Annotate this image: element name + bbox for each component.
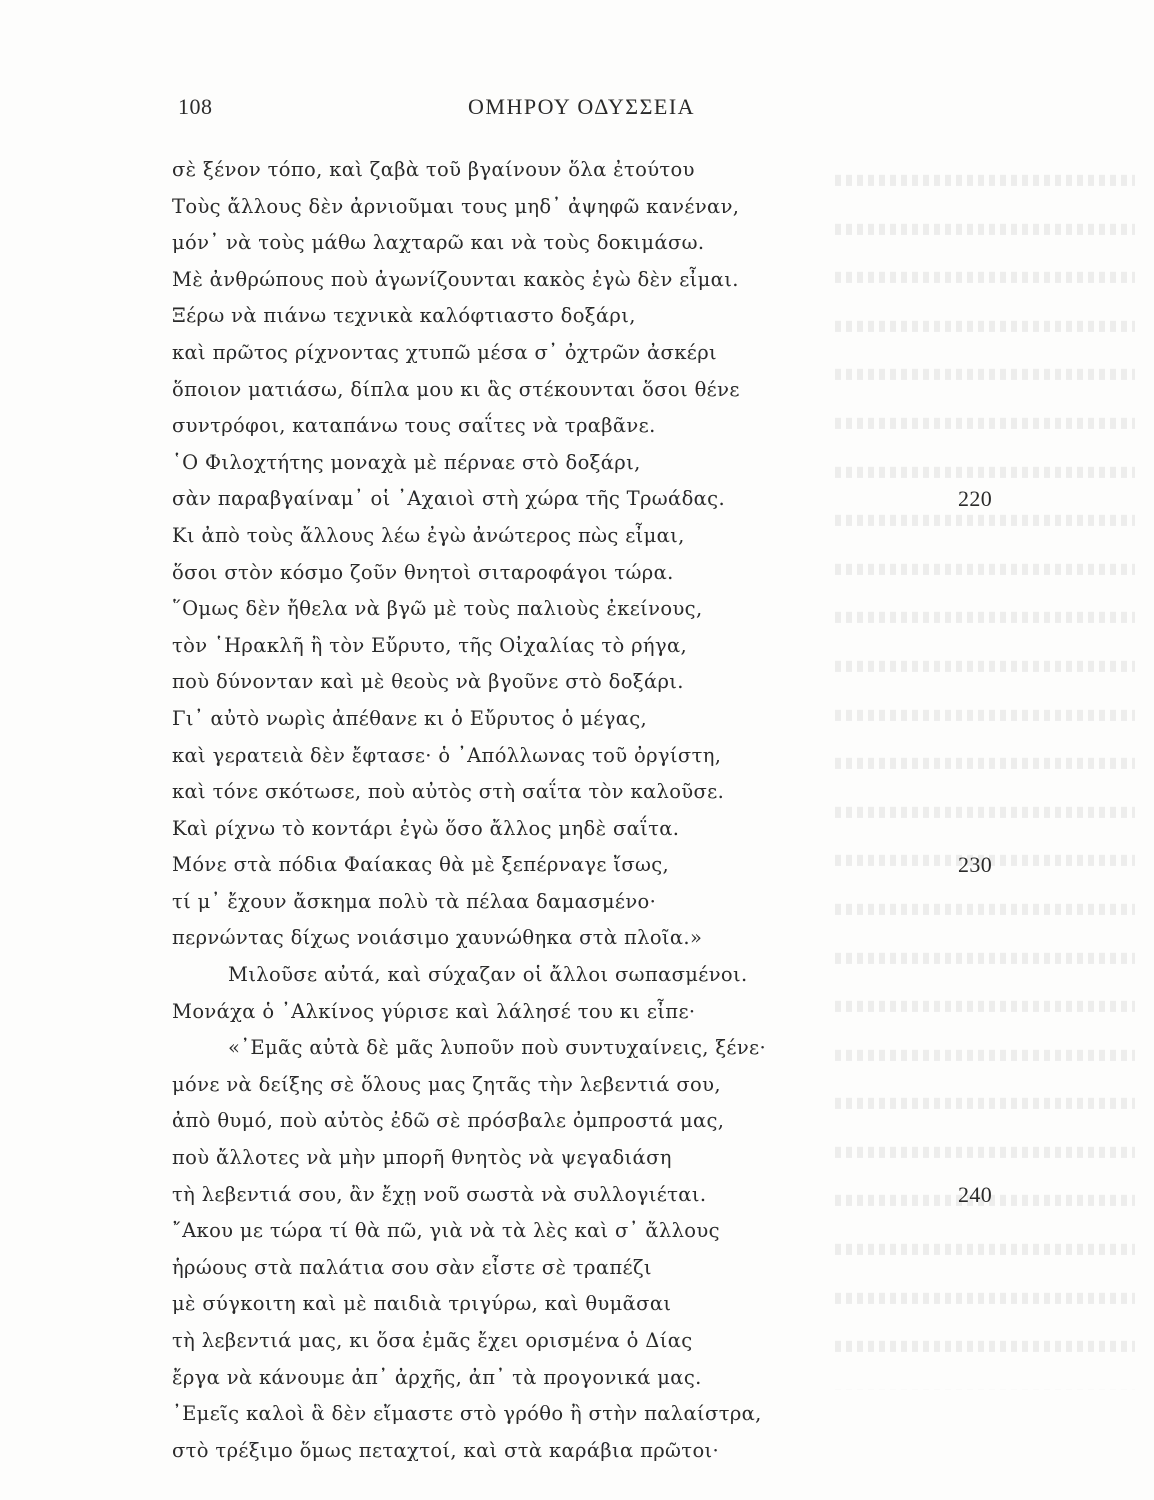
verse-line: [172, 262, 1052, 299]
verse-text: καὶ γερατειὰ δὲν ἔφτασε· ὁ ᾽Απόλλωνας τοῦ ὀργίστη,: [172, 743, 722, 767]
running-title: ΟΜΗΡΟΥ ΟΔΥΣΣΕΙΑ: [468, 94, 696, 119]
verse-text: περνώντας δίχως νοιάσιμο χαυνώθηκα στὰ πλοῖα.»: [172, 926, 703, 950]
verse-text: Τοὺς ἄλλους δὲν ἀρνιοῦμαι τους μηδ᾽ ἀψηφῶ κανέναν,: [172, 194, 740, 218]
verse-line: [172, 738, 1052, 775]
verse-text: Ξέρω νὰ πιάνω τεχνικὰ καλόφτιαστο δοξάρι,: [172, 304, 636, 328]
verse-text: ἡρώους στὰ παλάτια σου σὰν εἶστε σὲ τραπέζι: [172, 1255, 652, 1279]
verse-text: ἔργα νὰ κάνουμε ἀπ᾽ ἀρχῆς, ἀπ᾽ τὰ προγονικά μας.: [172, 1365, 702, 1389]
verse-line: [172, 701, 1052, 738]
verse-text: Γι᾽ αὐτὸ νωρὶς ἀπέθανε κι ὁ Εὔρυτος ὁ μέγας,: [172, 706, 648, 730]
verse-line: [172, 591, 1052, 628]
verse-line: [172, 335, 1052, 372]
verse-text: καὶ πρῶτος ρίχνοντας χτυπῶ μέσα σ᾽ ὀχτρῶν ἀσκέρι: [172, 340, 718, 364]
line-number: 220: [958, 486, 993, 512]
verse-line: [172, 1396, 1052, 1433]
verse-line: [172, 884, 1052, 921]
verse-line: [172, 1140, 1052, 1177]
verse-line: [172, 1103, 1052, 1140]
line-number: 240: [958, 1181, 993, 1207]
verse-text: καὶ τόνε σκότωσε, ποὺ αὐτὸς στὴ σαΐτα τὸν καλοῦσε.: [172, 780, 725, 804]
verse-line: [172, 774, 1052, 811]
verse-line: [172, 664, 1052, 701]
verse-text: Μονάχα ὁ ᾽Αλκίνος γύρισε καὶ λάλησέ του κι εἶπε·: [172, 999, 696, 1023]
verse-line: [172, 225, 1052, 262]
verse-text: μόν᾽ νὰ τοὺς μάθω λαχταρῶ και νὰ τοὺς δοκιμάσω.: [172, 231, 705, 255]
verse-text: ᾽Εμεῖς καλοὶ ἃ δὲν εἴμαστε στὸ γρόθο ἢ στὴν παλαίστρα,: [172, 1402, 762, 1426]
verse-text: στὸ τρέξιμο ὅμως πεταχτοί, καὶ στὰ καράβια πρῶτοι·: [172, 1438, 720, 1462]
verse-line: [172, 811, 1052, 848]
verse-text: ὅποιον ματιάσω, δίπλα μου κι ἃς στέκουνται ὅσοι θένε: [172, 377, 740, 401]
verse-line: [172, 1177, 1052, 1214]
verse-text: ποὺ ἄλλοτες νὰ μὴν μπορῆ θνητὸς νὰ ψεγαδιάση: [172, 1146, 672, 1170]
verse-text: Καὶ ρίχνω τὸ κοντάρι ἐγὼ ὅσο ἄλλος μηδὲ σαΐτα.: [172, 816, 680, 840]
verse-line: [172, 1360, 1052, 1397]
verse-line: [172, 518, 1052, 555]
verse-line: [172, 994, 1052, 1031]
verse-line: [172, 408, 1052, 445]
verse-line: [172, 1250, 1052, 1287]
verse-text: τὴ λεβεντιά μας, κι ὅσα ἐμᾶς ἔχει ορισμένα ὁ Δίας: [172, 1329, 693, 1352]
verse-line: [172, 1433, 1052, 1470]
verse-text: Κι ἀπὸ τοὺς ἄλλους λέω ἐγὼ ἀνώτερος πὼς εἶμαι,: [172, 523, 685, 547]
verse-text: σὰν παραβγαίναμ᾽ οἱ ᾽Αχαιοὶ στὴ χώρα τῆς Τρωάδας.: [172, 487, 725, 511]
verse-line: [172, 957, 1052, 994]
verse-line: [172, 298, 1052, 335]
verse-line: [172, 628, 1052, 665]
verse-line: [172, 1323, 1052, 1360]
verse-line: [172, 445, 1052, 482]
verse-line: [172, 1030, 1052, 1067]
verse-line: [172, 920, 1052, 957]
verse-line: [172, 189, 1052, 226]
page-number: 108: [178, 94, 213, 119]
verse-line: [172, 1286, 1052, 1323]
verse-text: συντρόφοι, καταπάνω τους σαΐτες νὰ τραβᾶνε.: [172, 414, 656, 438]
line-number: 230: [958, 852, 993, 878]
verse-text: ῞Ομως δὲν ἤθελα νὰ βγῶ μὲ τοὺς παλιοὺς ἐκείνους,: [172, 597, 703, 621]
verse-text: ἀπὸ θυμό, ποὺ αὐτὸς ἐδῶ σὲ πρόσβαλε ὀμπροστά μας,: [172, 1109, 725, 1133]
verse-block: [172, 152, 1052, 1469]
verse-text: μόνε νὰ δείξης σὲ ὅλους μας ζητᾶς τὴν λεβεντιά σου,: [172, 1072, 721, 1096]
verse-text: μὲ σύγκοιτη καὶ μὲ παιδιὰ τριγύρω, καὶ θυμᾶσαι: [172, 1292, 672, 1316]
verse-line: [172, 1067, 1052, 1104]
verse-text: τὴ λεβεντιά σου, ἂν ἔχῃ νοῦ σωστὰ νὰ συλλογιέται.: [172, 1182, 707, 1206]
page-header: [168, 88, 1028, 128]
verse-line: [172, 152, 1052, 189]
verse-text: ῾Ο Φιλοχτήτης μοναχὰ μὲ πέρναε στὸ δοξάρι,: [172, 450, 641, 474]
verse-line: [172, 555, 1052, 592]
verse-text: ὅσοι στὸν κόσμο ζοῦν θνητοὶ σιταροφάγοι τώρα.: [172, 560, 674, 584]
verse-text: Μιλοῦσε αὐτά, καὶ σύχαζαν οἱ ἄλλοι σωπασμένοι.: [228, 963, 748, 987]
verse-text: ῎Ακου με τώρα τί θὰ πῶ, γιὰ νὰ τὰ λὲς καὶ σ᾽ ἄλλους: [172, 1219, 720, 1243]
verse-text: Μόνε στὰ πόδια Φαίακας θὰ μὲ ξεπέρναγε ἴσως,: [172, 853, 670, 877]
verse-text: τὸν ῾Ηρακλῆ ἢ τὸν Εὔρυτο, τῆς Οἰχαλίας τὸ ρήγα,: [172, 633, 688, 657]
verse-line: [172, 372, 1052, 409]
verse-line: [172, 847, 1052, 884]
verse-text: σὲ ξένον τόπο, καὶ ζαβὰ τοῦ βγαίνουν ὅλα ἐτούτου: [172, 158, 695, 181]
verse-text: «᾽Εμᾶς αὐτὰ δὲ μᾶς λυποῦν ποὺ συντυχαίνεις, ξένε·: [228, 1036, 767, 1060]
verse-text: ποὺ δύνονταν καὶ μὲ θεοὺς νὰ βγοῦνε στὸ δοξάρι.: [172, 670, 684, 694]
verse-text: τί μ᾽ ἔχουν ἄσκημα πολὺ τὰ πέλαα δαμασμένο·: [172, 889, 657, 913]
verse-line: [172, 1213, 1052, 1250]
verse-line: [172, 481, 1052, 518]
verse-text: Μὲ ἀνθρώπους ποὺ ἀγωνίζουνται κακὸς ἐγὼ δὲν εἶμαι.: [172, 267, 739, 291]
